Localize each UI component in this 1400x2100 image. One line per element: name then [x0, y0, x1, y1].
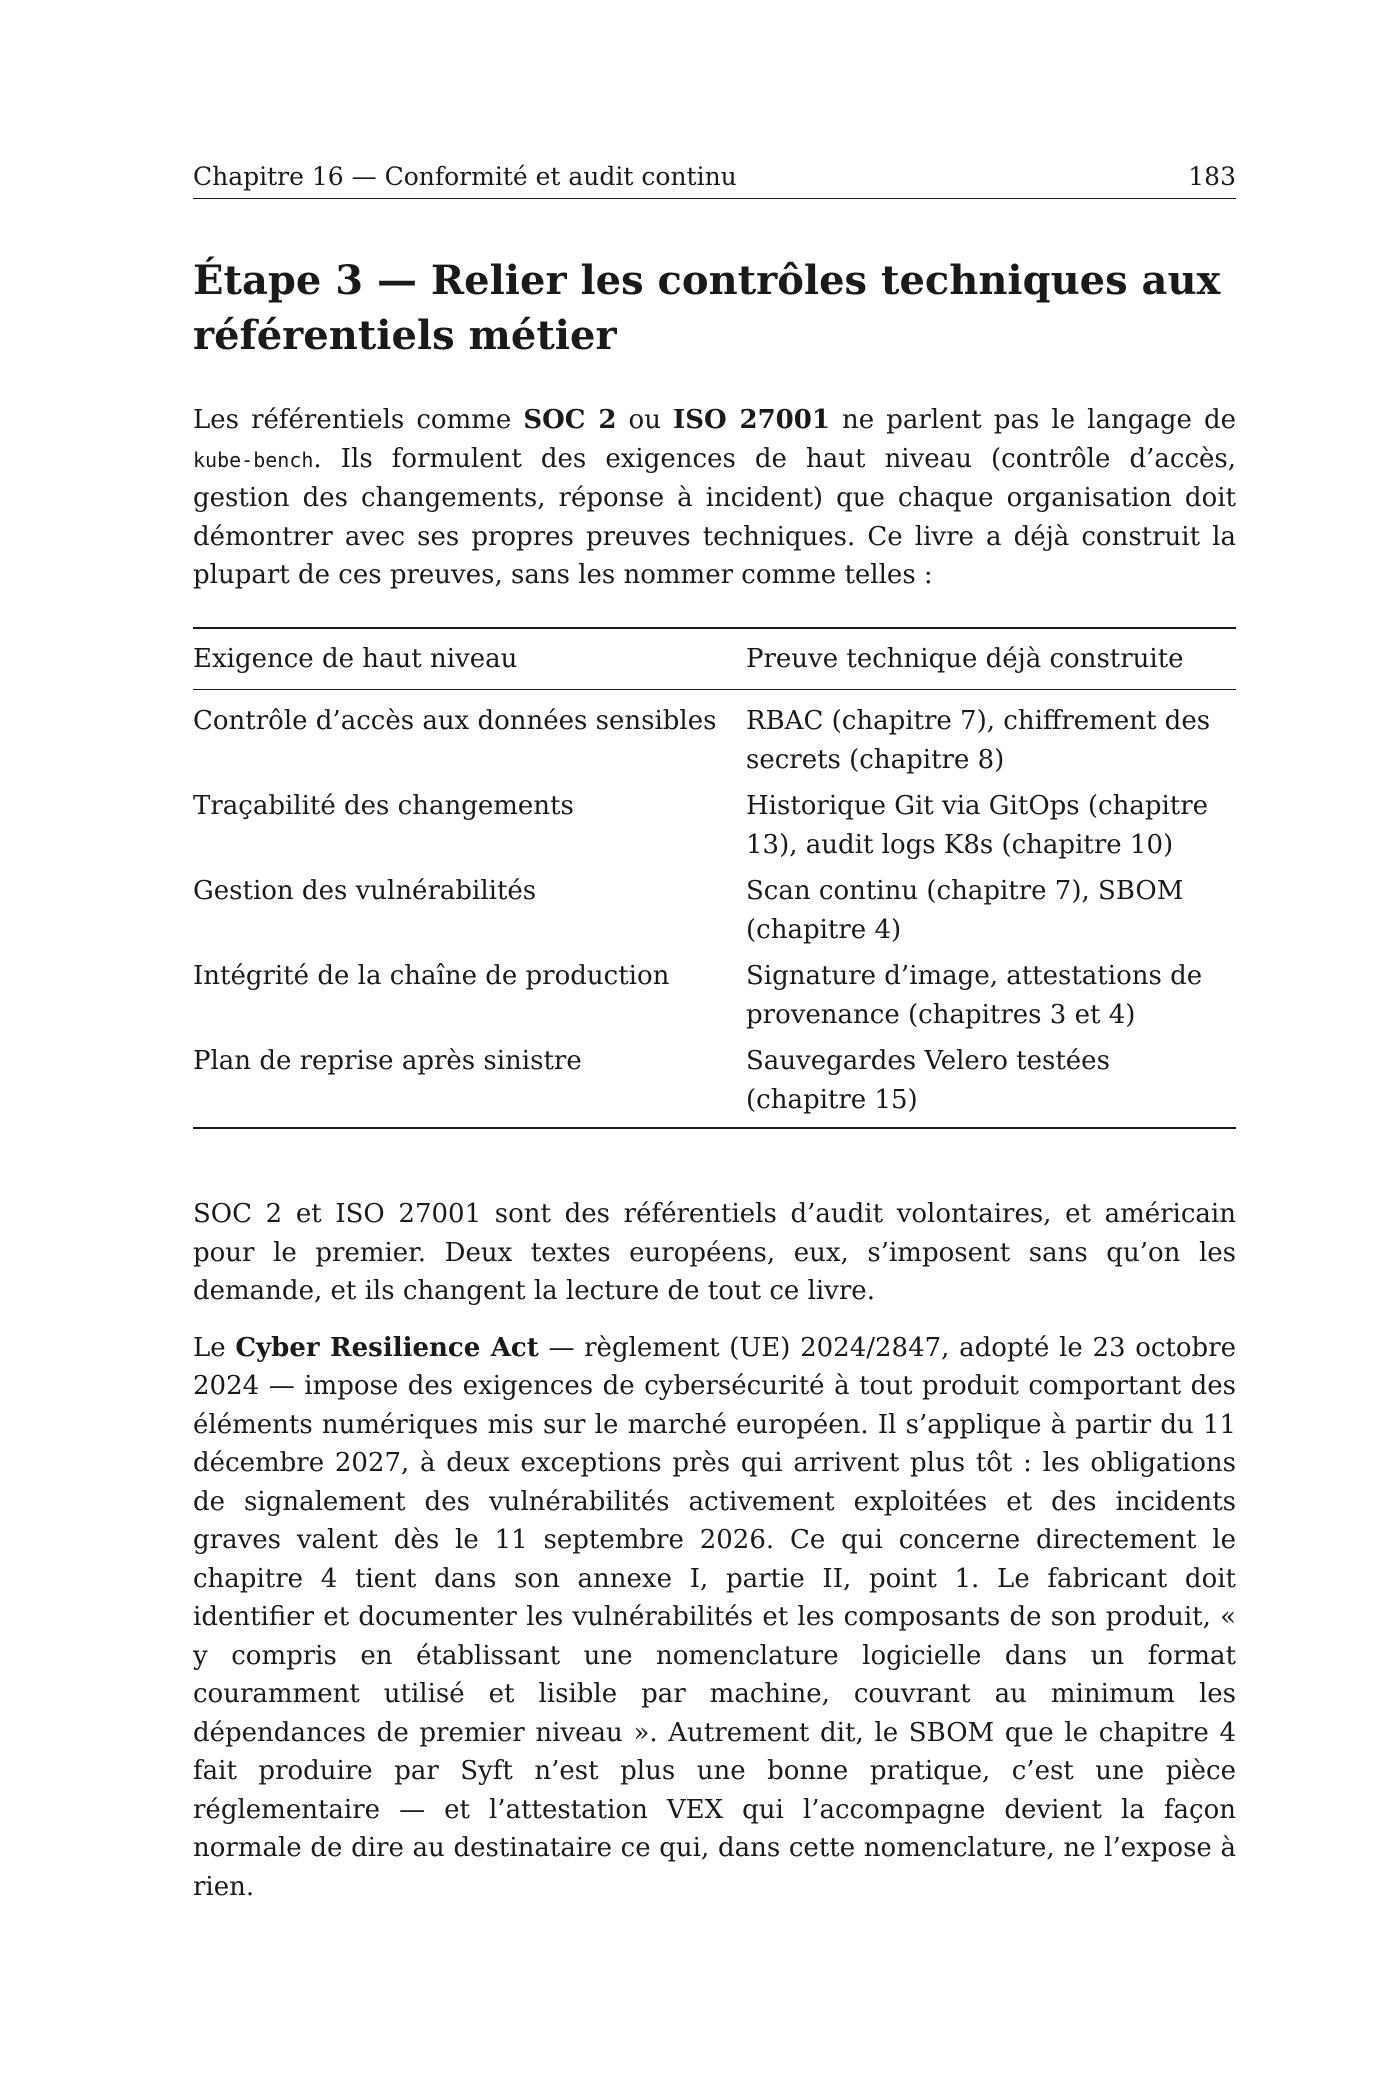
table-cell: Plan de reprise après sinistre: [193, 1046, 582, 1076]
table-cell: Traçabilité des changements: [193, 791, 574, 821]
table-row: [193, 872, 1236, 957]
table-cell: Contrôle d’accès aux données sensibles: [193, 706, 717, 736]
table-cell: RBAC (chapitre 7), chiffrement des secrets (chapitre 8): [746, 706, 1211, 775]
intro-code-kube-bench: kube-bench: [193, 447, 314, 472]
cra-bold-term: Cyber Resilience Act: [235, 1332, 539, 1363]
page-number: 183: [1188, 162, 1236, 191]
intro-text-3: ne parlent pas le langage de: [829, 405, 1237, 435]
requirements-table: [193, 627, 1236, 1130]
table-header-row: [193, 628, 1236, 690]
table-header-cell: Preuve technique déjà construite: [746, 643, 1184, 674]
table-cell: Sauvegardes Velero testées (chapitre 15): [746, 1046, 1110, 1115]
table-cell: Historique Git via GitOps (chapitre 13), audit logs K8s (chapitre 10): [746, 791, 1209, 860]
intro-bold-soc2: SOC 2: [523, 405, 617, 435]
chapter-title: Chapitre 16 — Conformité et audit continu: [193, 162, 737, 191]
intro-bold-iso: ISO 27001: [673, 405, 830, 435]
intro-text-4: . Ils formulent des exigences de haut niveau (contrôle d’accès, gestion des changements, réponse à incident) que chaque organisation doit démontrer avec ses propres preuves techniques. Ce livre a déjà construit la plupart de ces preuves, sans les nommer comme telles :: [193, 443, 1236, 590]
section-heading: Étape 3 — Relier les contrôles techniques aux référentiels métier: [193, 257, 1221, 359]
table-cell: Intégrité de la chaîne de production: [193, 961, 670, 991]
intro-paragraph: [193, 401, 1236, 595]
table-cell: Scan continu (chapitre 7), SBOM (chapitre 4): [746, 876, 1184, 945]
intro-text-1: Les référentiels comme: [193, 405, 524, 435]
table-header-cell: Exigence de haut niveau: [193, 643, 518, 674]
cra-body-text: — règlement (UE) 2024/2847, adopté le 23 octobre 2024 — impose des exigences de cybersécurité à tout produit comportant des éléments numériques mis sur le marché européen. Il s’applique à partir du 11 décembre 2027, à deux exceptions près qui arrivent plus tôt : les obligations de signalement des vulnérabilités activement exploitées et des incidents graves valent dès le 11 septembre 2026. Ce qui concerne directement le chapitre 4 tient dans son annexe I, partie II, point 1. Le fabricant doit identifier et documenter les vulnérabilités et les composants de son produit, « y compris en établissant une nomenclature logicielle dans un format couramment utilisé et lisible par machine, couvrant au minimum les dépendances de premier niveau ». Autrement dit, le SBOM que le chapitre 4 fait produire par Syft n’est plus une bonne pratique, c’est une pièce réglementaire — et l’attestation VEX qui l’accompagne devient la façon normale de dire au destinataire ce qui, dans cette nomenclature, ne l’expose à rien.: [193, 1332, 1237, 1902]
cra-lead-text: Le: [193, 1332, 236, 1363]
intro-text-2: ou: [616, 405, 674, 435]
table-cell: Gestion des vulnérabilités: [193, 876, 537, 906]
body-paragraph-cra: [193, 1329, 1236, 1907]
running-header: [193, 160, 1236, 199]
table-cell: Signature d’image, attestations de provenance (chapitres 3 et 4): [746, 961, 1203, 1030]
table-row: [193, 1042, 1236, 1128]
table-row: [193, 957, 1236, 1042]
document-page: [193, 160, 1236, 1906]
table-row: [193, 690, 1236, 788]
table-row: [193, 787, 1236, 872]
body-paragraph: SOC 2 et ISO 27001 sont des référentiels d’audit volontaires, et américain pour le premier. Deux textes européens, eux, s’imposent sans qu’on les demande, et ils changent la lecture de tout ce livre.: [193, 1199, 1236, 1306]
